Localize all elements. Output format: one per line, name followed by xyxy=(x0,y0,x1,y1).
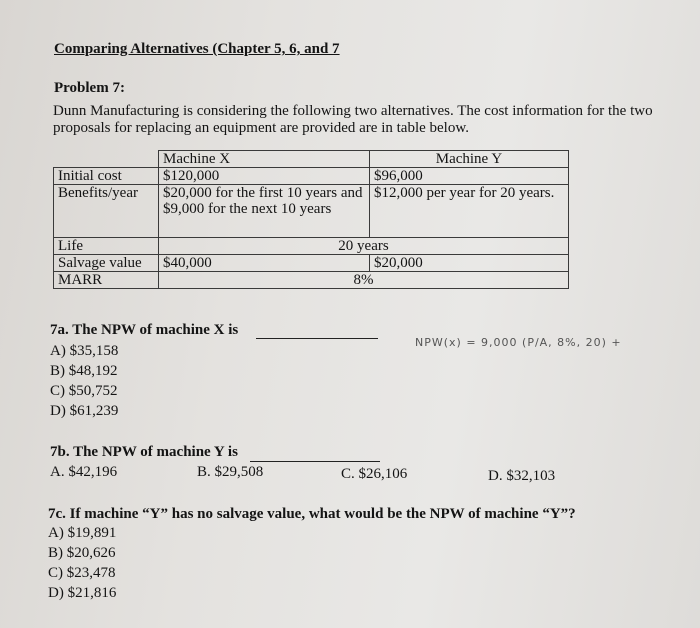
question-7c: 7c. If machine “Y” has no salvage value, what would be the NPW of machine “Y”? xyxy=(48,506,576,522)
table-row xyxy=(54,168,569,185)
life-value: 20 years xyxy=(159,238,569,255)
benefits-x: $20,000 for the first 10 years and $9,000 for the next 10 years xyxy=(159,185,370,238)
option-7a-d: D) $61,239 xyxy=(50,403,119,419)
row-label-initial-cost: Initial cost xyxy=(54,168,159,185)
page-title: Comparing Alternatives (Chapter 5, 6, and 7 xyxy=(54,41,340,57)
problem-intro: Dunn Manufacturing is considering the following two alternatives. The cost information for the two proposals for replacing an equipment are provided are in table below. xyxy=(53,103,653,136)
header-machine-y: Machine Y xyxy=(370,151,569,168)
option-7a-c: C) $50,752 xyxy=(50,383,118,399)
row-label-marr: MARR xyxy=(54,272,159,289)
question-7a: 7a. The NPW of machine X is xyxy=(50,322,239,338)
answer-blank-7b xyxy=(250,461,380,462)
table-row xyxy=(54,185,569,238)
answer-blank-7a xyxy=(256,338,378,339)
option-7a-a: A) $35,158 xyxy=(50,343,119,359)
table-row xyxy=(54,255,569,272)
benefits-y: $12,000 per year for 20 years. xyxy=(370,185,569,238)
option-7c-c: C) $23,478 xyxy=(48,565,116,581)
option-7b-c: C. $26,106 xyxy=(341,466,408,482)
option-7c-a: A) $19,891 xyxy=(48,525,117,541)
row-label-life: Life xyxy=(54,238,159,255)
cost-table xyxy=(53,150,569,289)
option-7b-d: D. $32,103 xyxy=(488,468,556,484)
initial-cost-y: $96,000 xyxy=(370,168,569,185)
option-7a-b: B) $48,192 xyxy=(50,363,118,379)
salvage-y: $20,000 xyxy=(370,255,569,272)
question-7b: 7b. The NPW of machine Y is xyxy=(50,444,238,460)
option-7b-a: A. $42,196 xyxy=(50,464,118,480)
marr-value: 8% xyxy=(159,272,569,289)
table-row xyxy=(54,238,569,255)
option-7c-b: B) $20,626 xyxy=(48,545,116,561)
option-7c-d: D) $21,816 xyxy=(48,585,117,601)
row-label-salvage: Salvage value xyxy=(54,255,159,272)
header-machine-x: Machine X xyxy=(159,151,370,168)
table-row xyxy=(54,272,569,289)
handwritten-note: NPW(x) = 9,000 (P/A, 8%, 20) + xyxy=(415,336,622,349)
option-7b-b: B. $29,508 xyxy=(197,464,264,480)
row-label-benefits: Benefits/year xyxy=(54,185,159,238)
table-header-row xyxy=(54,151,569,168)
initial-cost-x: $120,000 xyxy=(159,168,370,185)
problem-label: Problem 7: xyxy=(54,80,125,96)
salvage-x: $40,000 xyxy=(159,255,370,272)
